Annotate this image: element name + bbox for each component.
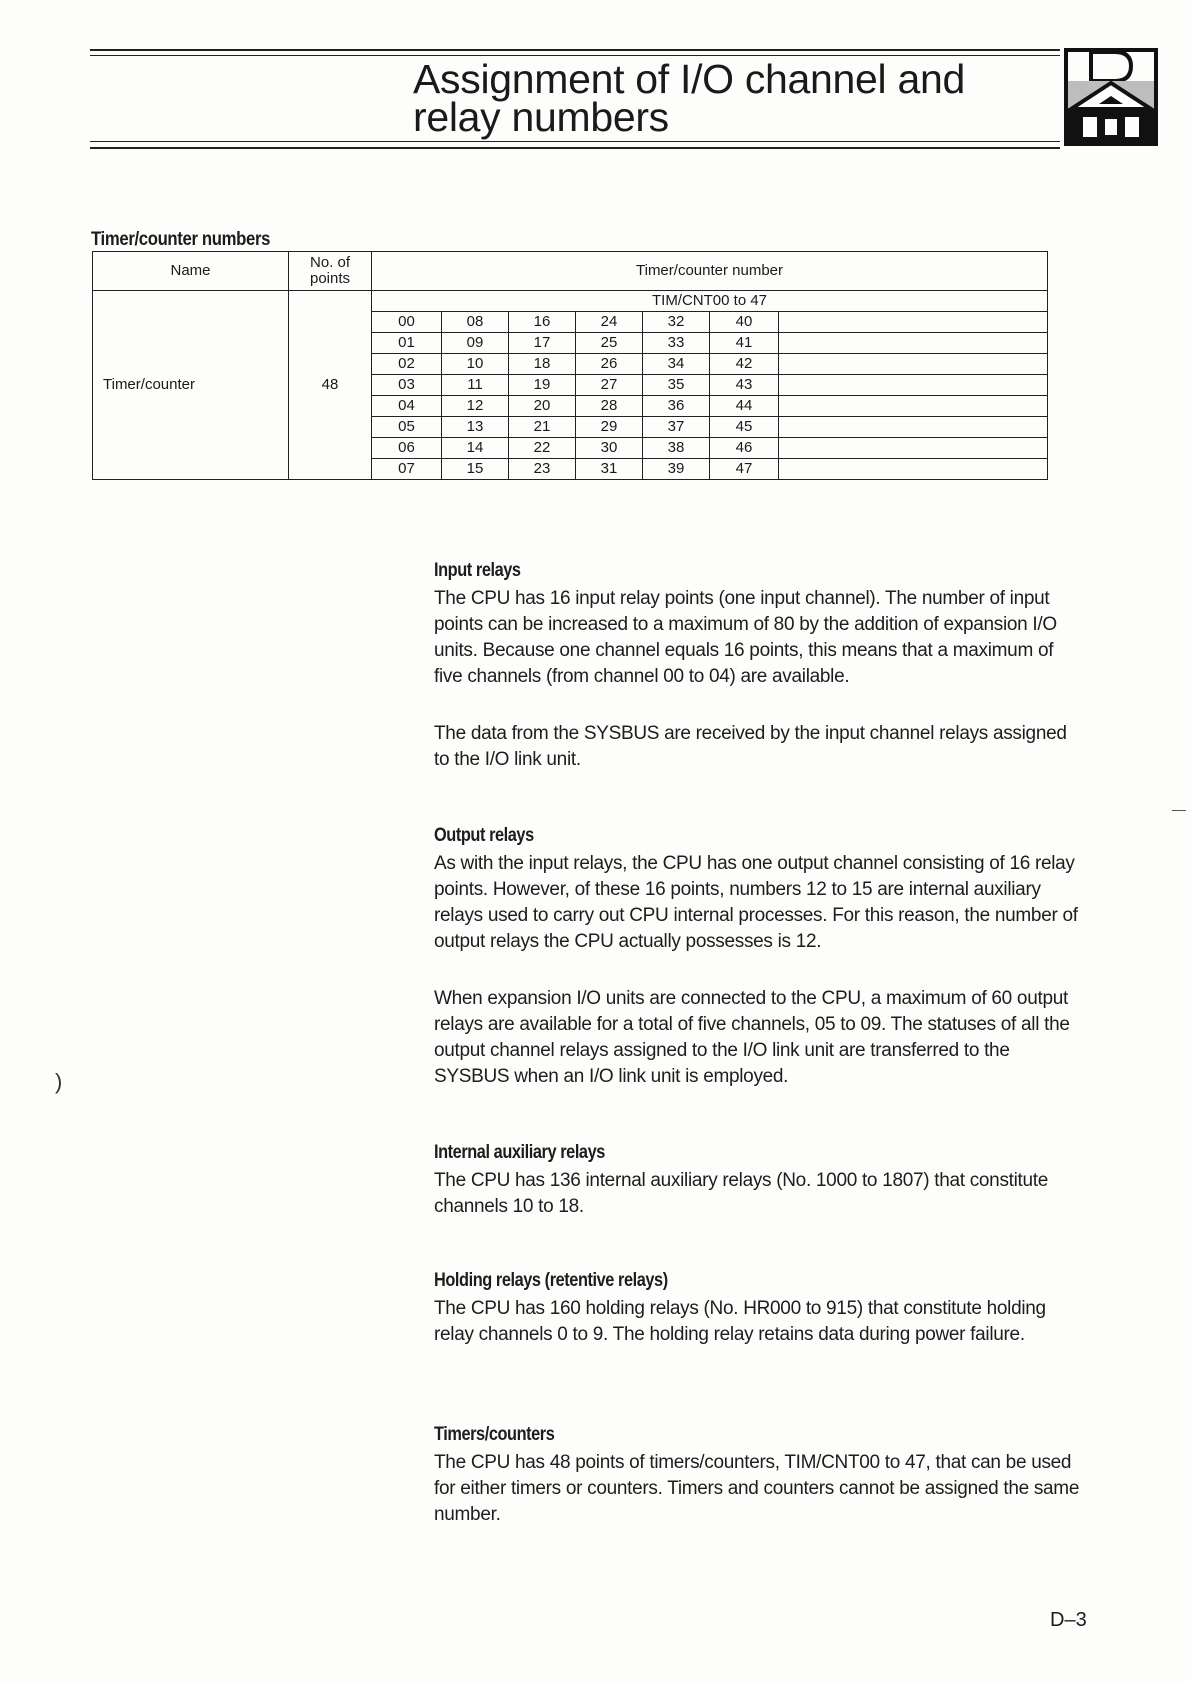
grid-cell: 29 [576, 417, 643, 438]
blank-cell [779, 375, 1048, 396]
grid-cell: 44 [710, 396, 779, 417]
grid-cell: 09 [442, 333, 509, 354]
grid-cell: 14 [442, 438, 509, 459]
column-header-points: No. of points [289, 252, 372, 291]
grid-cell: 36 [643, 396, 710, 417]
grid-cell: 18 [509, 354, 576, 375]
grid-cell: 40 [710, 312, 779, 333]
section-heading: Holding relays (retentive relays) [434, 1270, 668, 1291]
grid-cell: 20 [509, 396, 576, 417]
range-row [93, 291, 1048, 312]
section-input-relays [434, 558, 1084, 773]
grid-cell: 26 [576, 354, 643, 375]
section-heading: Input relays [434, 560, 521, 581]
margin-tick [1172, 810, 1186, 811]
grid-cell: 02 [372, 354, 442, 375]
section-output-relays [434, 823, 1084, 1090]
section-timers-counters [434, 1422, 1084, 1528]
table-header-row [93, 252, 1048, 291]
paragraph: The data from the SYSBUS are received by the input channel relays assigned to the I/O link unit. [434, 723, 1067, 770]
page-title [413, 56, 1033, 140]
section-heading: Output relays [434, 825, 534, 846]
page-title-line-1: Assignment of I/O channel and [413, 56, 965, 102]
header-rule-bottom [90, 141, 1060, 142]
paragraph: The CPU has 48 points of timers/counters, TIM/CNT00 to 47, that can be used for either timers or counters. Timers and counters cannot be assigned the same number. [434, 1452, 1080, 1525]
grid-cell: 37 [643, 417, 710, 438]
grid-cell: 45 [710, 417, 779, 438]
grid-cell: 38 [643, 438, 710, 459]
grid-cell: 28 [576, 396, 643, 417]
grid-cell: 06 [372, 438, 442, 459]
grid-cell: 22 [509, 438, 576, 459]
grid-cell: 23 [509, 459, 576, 480]
grid-cell: 07 [372, 459, 442, 480]
paragraph: When expansion I/O units are connected to the CPU, a maximum of 60 output relays are available for a total of five channels, 05 to 09. The statuses of all the output channel relays assigned to the I/O link unit are transferred to the SYSBUS when an I/O link unit is employed. [434, 988, 1070, 1087]
grid-cell: 16 [509, 312, 576, 333]
section-holding-relays [434, 1268, 1084, 1348]
grid-cell: 01 [372, 333, 442, 354]
grid-cell: 21 [509, 417, 576, 438]
section-heading: Timers/counters [434, 1424, 555, 1445]
grid-cell: 25 [576, 333, 643, 354]
grid-cell: 10 [442, 354, 509, 375]
grid-cell: 03 [372, 375, 442, 396]
paragraph: The CPU has 16 input relay points (one input channel). The number of input points can be increased to a maximum of 80 by the addition of expansion I/O units. Because one channel equals 16 points, this means that a maximum of five channels (from channel 00 to 04) are available. [434, 588, 1057, 687]
table-heading: Timer/counter numbers [91, 229, 271, 250]
grid-cell: 05 [372, 417, 442, 438]
page-title-line-2: relay numbers [413, 94, 669, 140]
row-points-cell: 48 [289, 291, 372, 480]
paragraph: The CPU has 160 holding relays (No. HR000 to 915) that constitute holding relay channels 0 to 9. The holding relay retains data during power failure. [434, 1298, 1046, 1345]
blank-cell [779, 354, 1048, 375]
column-header-name: Name [93, 252, 289, 291]
margin-mark: ) [55, 1069, 63, 1094]
column-header-number: Timer/counter number [372, 252, 1048, 291]
grid-cell: 00 [372, 312, 442, 333]
page-number: D–3 [1050, 1609, 1087, 1631]
grid-cell: 35 [643, 375, 710, 396]
blank-cell [779, 312, 1048, 333]
grid-cell: 43 [710, 375, 779, 396]
grid-cell: 41 [710, 333, 779, 354]
paragraph: The CPU has 136 internal auxiliary relays (No. 1000 to 1807) that constitute channels 10 to 18. [434, 1170, 1049, 1217]
blank-cell [779, 459, 1048, 480]
blank-cell [779, 417, 1048, 438]
grid-cell: 27 [576, 375, 643, 396]
row-name-cell: Timer/counter [93, 291, 289, 480]
grid-cell: 24 [576, 312, 643, 333]
section-internal-auxiliary-relays [434, 1140, 1084, 1220]
section-d-logo-icon [1063, 47, 1159, 147]
section-heading: Internal auxiliary relays [434, 1142, 605, 1163]
blank-cell [779, 438, 1048, 459]
range-cell: TIM/CNT00 to 47 [372, 291, 1048, 312]
grid-cell: 13 [442, 417, 509, 438]
grid-cell: 33 [643, 333, 710, 354]
grid-cell: 46 [710, 438, 779, 459]
grid-cell: 32 [643, 312, 710, 333]
grid-cell: 42 [710, 354, 779, 375]
grid-cell: 15 [442, 459, 509, 480]
grid-cell: 31 [576, 459, 643, 480]
grid-cell: 19 [509, 375, 576, 396]
grid-cell: 47 [710, 459, 779, 480]
grid-cell: 08 [442, 312, 509, 333]
grid-cell: 30 [576, 438, 643, 459]
blank-cell [779, 396, 1048, 417]
grid-cell: 34 [643, 354, 710, 375]
paragraph: As with the input relays, the CPU has one output channel consisting of 16 relay points. However, of these 16 points, numbers 12 to 15 are internal auxiliary relays used to carry out CPU internal processes. For this reason, the number of output relays the CPU actually possesses is 12. [434, 853, 1078, 952]
grid-cell: 12 [442, 396, 509, 417]
blank-cell [779, 333, 1048, 354]
header-rule-bottom-thick [90, 147, 1060, 149]
grid-cell: 11 [442, 375, 509, 396]
grid-cell: 39 [643, 459, 710, 480]
grid-cell: 04 [372, 396, 442, 417]
timer-counter-table [92, 251, 1048, 480]
header-rule-top [90, 49, 1060, 51]
grid-cell: 17 [509, 333, 576, 354]
